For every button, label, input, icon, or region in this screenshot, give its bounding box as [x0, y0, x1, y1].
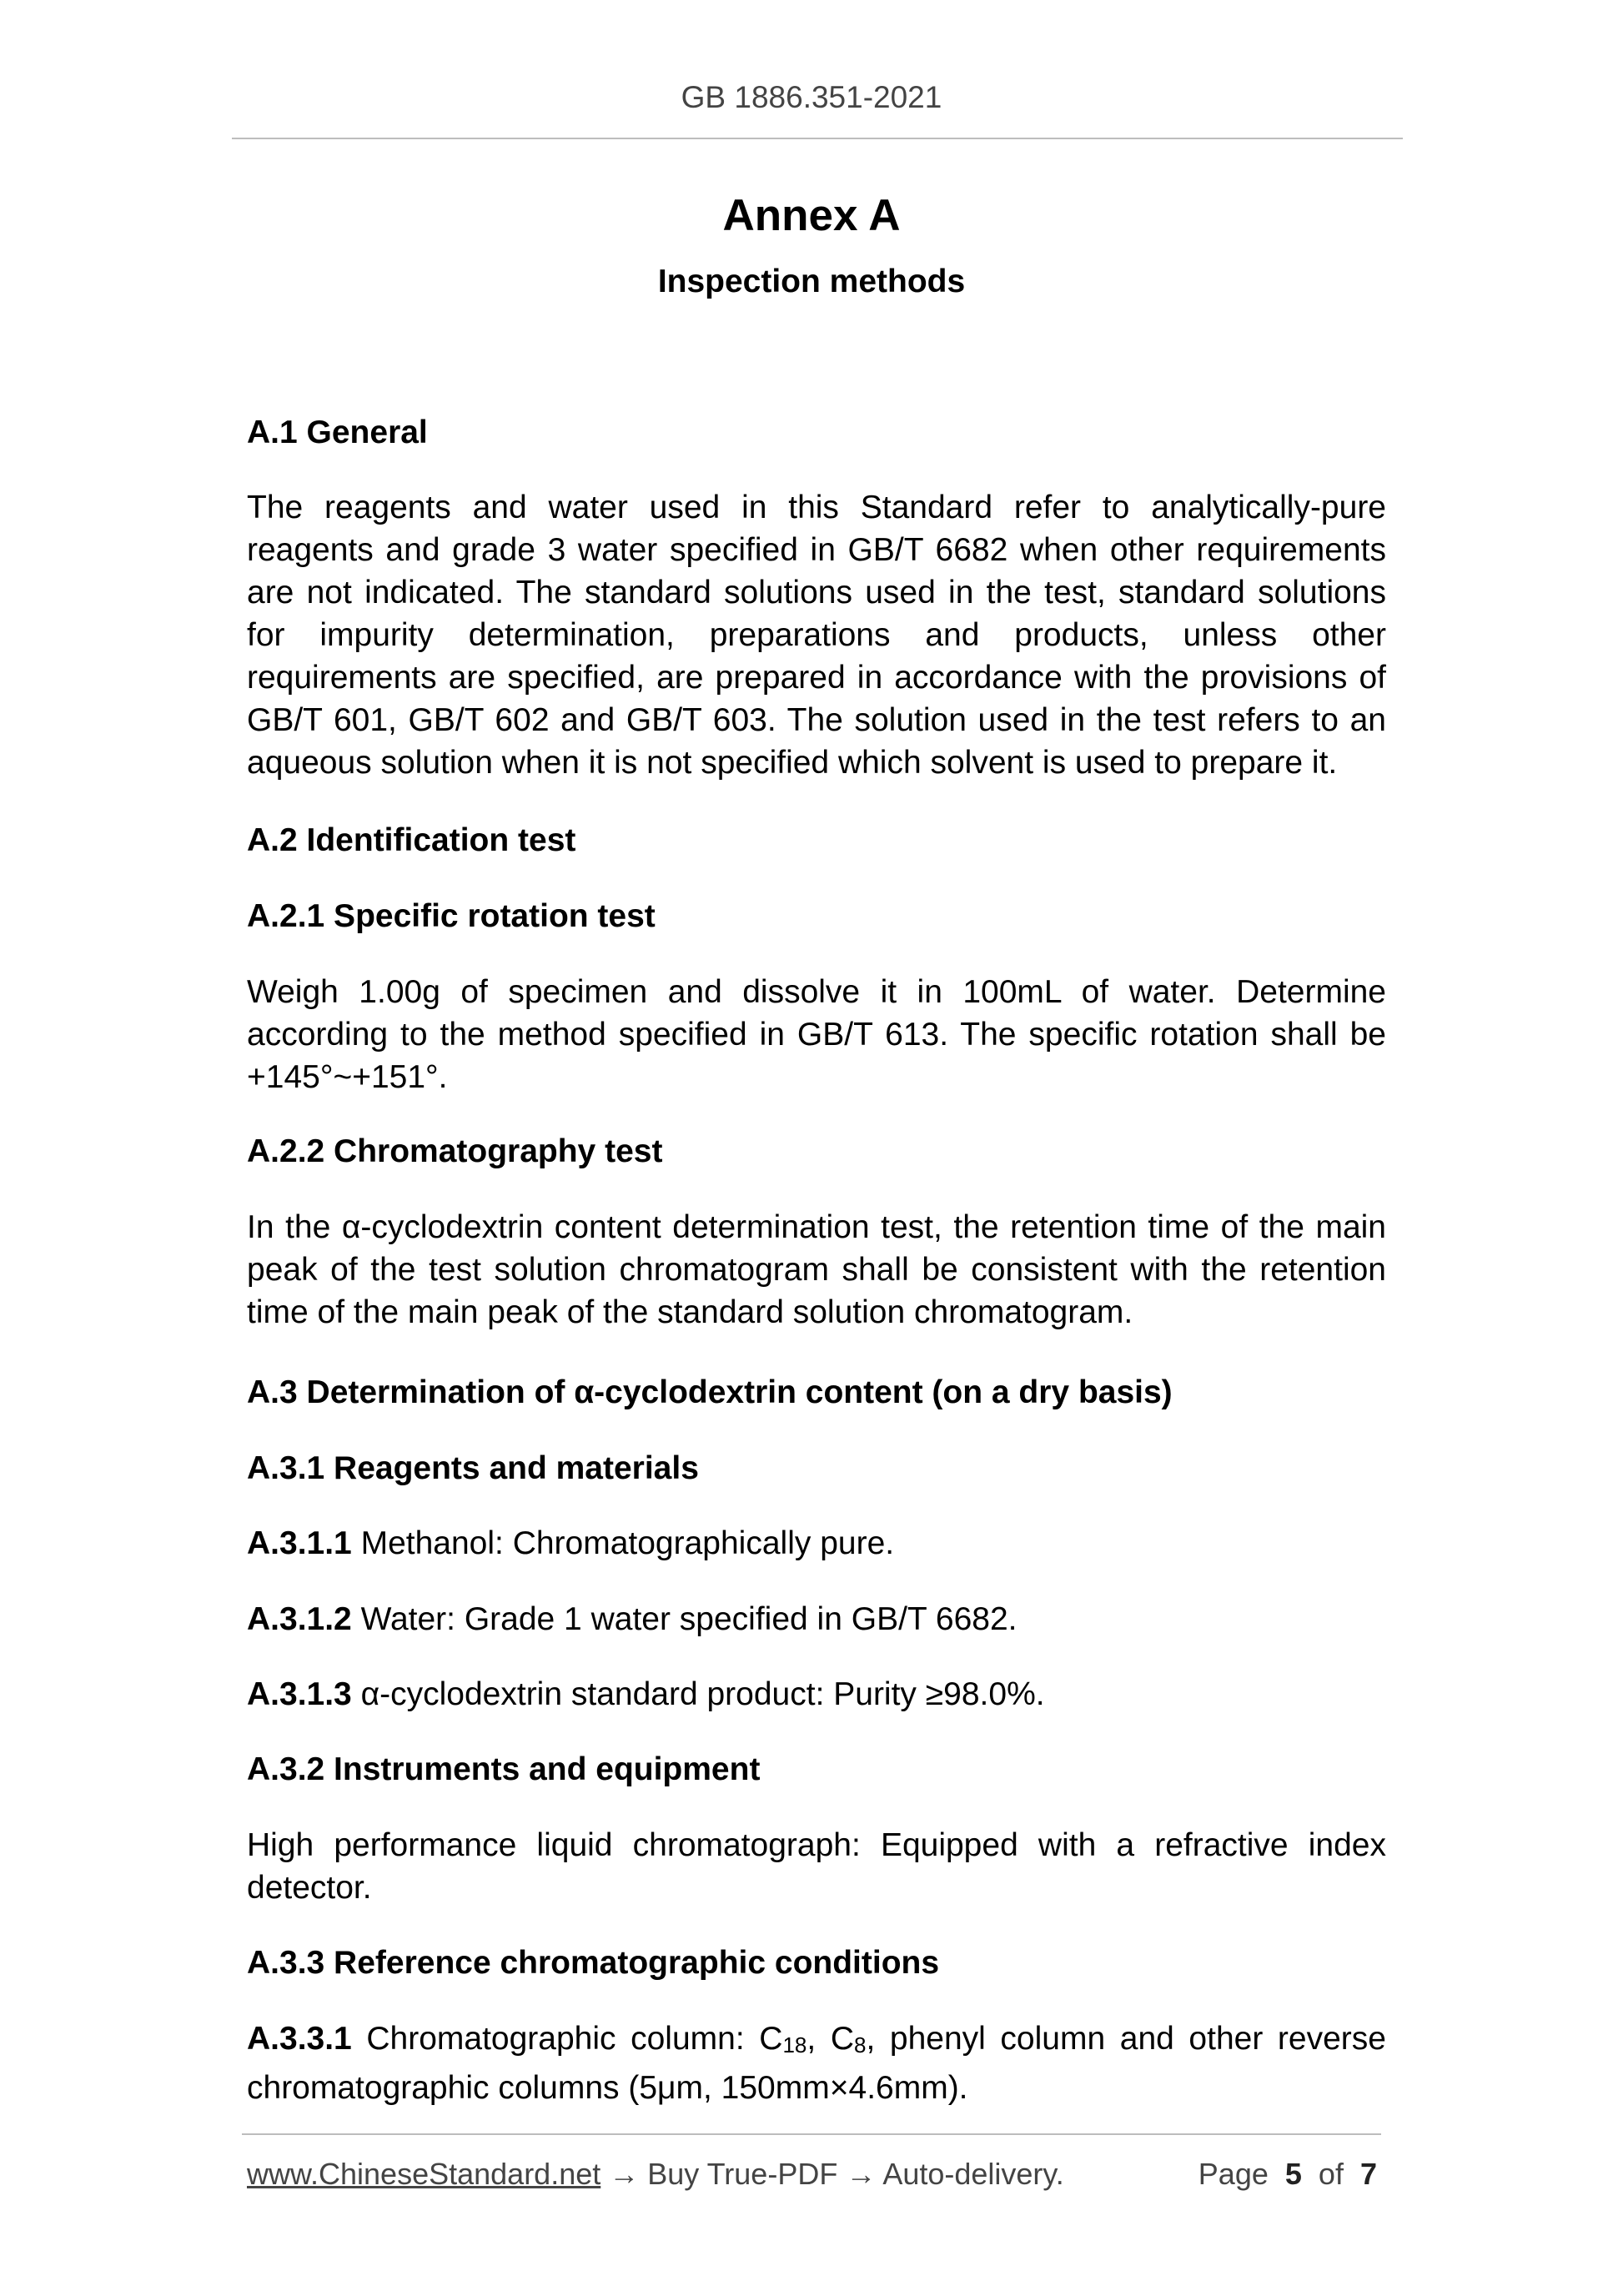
- item-number: A.3.1.2: [247, 1601, 352, 1637]
- paragraph-a22: In the α-cyclodextrin content determination test, the retention time of the main peak of the test solution chromatogram shall be consistent with the retention time of the main peak of the standard solution chromatogram.: [247, 1209, 1386, 1330]
- page-label: Page: [1198, 2157, 1269, 2191]
- heading-a1: A.1 General: [247, 414, 428, 450]
- item-number: A.3.1.1: [247, 1525, 352, 1561]
- heading-a21: A.2.1 Specific rotation test: [247, 898, 656, 934]
- item-text: α-cyclodextrin standard product: Purity ≥98.0%.: [360, 1676, 1045, 1712]
- heading-a22: A.2.2 Chromatography test: [247, 1133, 663, 1169]
- item-number: A.3.3.1: [247, 2021, 352, 2057]
- item-text: Methanol: Chromatographically pure.: [360, 1525, 895, 1561]
- header-standard-code: GB 1886.351-2021: [681, 80, 942, 114]
- footer-divider: [242, 2133, 1381, 2135]
- header-divider: [232, 138, 1403, 139]
- item-a311: [247, 1522, 1386, 1565]
- item-a312: [247, 1598, 1386, 1640]
- heading-a32: A.3.2 Instruments and equipment: [247, 1751, 761, 1787]
- page-indicator: [1198, 2157, 1377, 2192]
- item-text: Water: Grade 1 water specified in GB/T 6682.: [360, 1601, 1018, 1637]
- item-a331: [247, 2017, 1386, 2109]
- page-total: 7: [1359, 2157, 1377, 2191]
- paragraph-a32: High performance liquid chromatograph: Equipped with a refractive index detector.: [247, 1827, 1386, 1906]
- paragraph-a1: The reagents and water used in this Standard refer to analytically-pure reagents and grade 3 water specified in GB/T 6682 when other requirements are not indicated. The standard solutions used in the test, standard solutions for impurity determination, preparations and products, unless other requirements are specified, are prepared in accordance with the provisions of GB/T 601, GB/T 602 and GB/T 603. The solution used in the test refers to an aqueous solution when it is not specified which solvent is used to prepare it.: [247, 490, 1386, 781]
- annex-subtitle: Inspection methods: [657, 264, 966, 299]
- item-number: A.3.1.3: [247, 1676, 352, 1712]
- footer-tagline: → Buy True-PDF → Auto-delivery.: [600, 2157, 1064, 2191]
- heading-a31: A.3.1 Reagents and materials: [247, 1450, 699, 1486]
- item-text-pre: Chromatographic column: C: [366, 2021, 783, 2057]
- heading-a3: A.3 Determination of α-cyclodextrin content (on a dry basis): [247, 1374, 1173, 1410]
- item-a313: [247, 1673, 1386, 1716]
- subscript-18: 18: [782, 2032, 807, 2057]
- heading-a33: A.3.3 Reference chromatographic conditions: [247, 1945, 940, 1981]
- annex-title: Annex A: [722, 191, 901, 240]
- footer-website-link[interactable]: www.ChineseStandard.net: [247, 2157, 601, 2191]
- page-of-label: of: [1318, 2157, 1344, 2191]
- page-current: 5: [1284, 2157, 1302, 2191]
- footer-promo: [247, 2157, 1064, 2192]
- paragraph-a21: Weigh 1.00g of specimen and dissolve it in 100mL of water. Determine according to the method specified in GB/T 613. The specific rotation shall be +145°~+151°.: [247, 974, 1386, 1095]
- item-text-mid: , C: [806, 2021, 854, 2057]
- subscript-8: 8: [853, 2032, 867, 2057]
- item-text-post: , phenyl column and other reverse chromatographic columns (5μm, 150mm×4.6mm).: [247, 2021, 1386, 2106]
- heading-a2: A.2 Identification test: [247, 822, 576, 858]
